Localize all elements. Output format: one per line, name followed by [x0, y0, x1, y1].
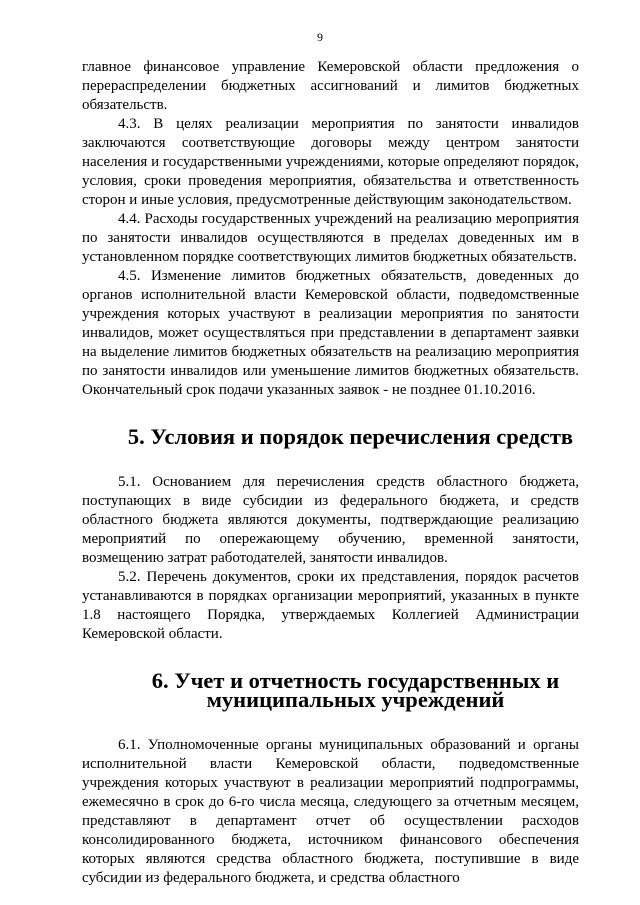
paragraph-4-5: 4.5. Изменение лимитов бюджетных обязательств, доведенных до органов исполнительной власти Кемеровской области, подведомственные учреждения которых участвуют в реализации мероприятия по занятости инвалидов, может осуществляться при представлении в департамент заявки на выделение лимитов бюджетных обязательств на реализацию мероприятия по занятости инвалидов или уменьшение лимитов бюджетных обязательств. Окончательный срок подачи указанных заявок - не позднее 01.10.2016.: [82, 268, 579, 398]
paragraph-6-1: 6.1. Уполномоченные органы муниципальных образований и органы исполнительной власти Кемеровской области, подведомственные учреждения которых участвуют в реализации мероприятий подпрограммы, ежемесячно в срок до 6-го числа месяца, следующего за отчетным месяцем, представляют в департамент отчет об осуществлении расходов консолидированного бюджета, источником финансового обеспечения которых являются средства областного бюджета, поступившие в виде субсидии из федерального бюджета, и средства областного: [82, 737, 579, 886]
paragraph-5-2: 5.2. Перечень документов, сроки их представления, порядок расчетов устанавливаются в порядках организации мероприятий, указанных в пункте 1.8 настоящего Порядка, утверждаемых Коллегией Администрации Кемеровской области.: [82, 569, 579, 642]
section-5-heading: 5. Условия и порядок перечисления средств: [127, 424, 574, 449]
document-body: [82, 58, 579, 888]
paragraph-4-4: 4.4. Расходы государственных учреждений на реализацию мероприятия по занятости инвалидов осуществляются в пределах доведенных им в установленном порядке соответствующих лимитов бюджетных обязательств.: [82, 211, 579, 265]
paragraph-5-1: 5.1. Основанием для перечисления средств областного бюджета, поступающих в виде субсидии из федерального бюджета, и средств областного бюджета являются документы, подтверждающие реализацию мероприятий по опережающему обучению, временной занятости, возмещению затрат работодателей, занятости инвалидов.: [82, 474, 579, 566]
section-6-heading: 6. Учет и отчетность государственных и муниципальных учреждений: [151, 668, 560, 712]
paragraph-4-3: 4.3. В целях реализации мероприятия по занятости инвалидов заключаются соответствующие договоры между центром занятости населения и государственными учреждениями, которые определяют порядок, условия, сроки проведения мероприятия, обязательства и ответственность сторон и иные условия, предусмотренные действующим законодательством.: [82, 116, 579, 208]
page-number: 9: [317, 30, 323, 44]
paragraph-continuation: главное финансовое управление Кемеровской области предложения о перераспределении бюджетных ассигнований и лимитов бюджетных обязательств.: [82, 59, 579, 113]
